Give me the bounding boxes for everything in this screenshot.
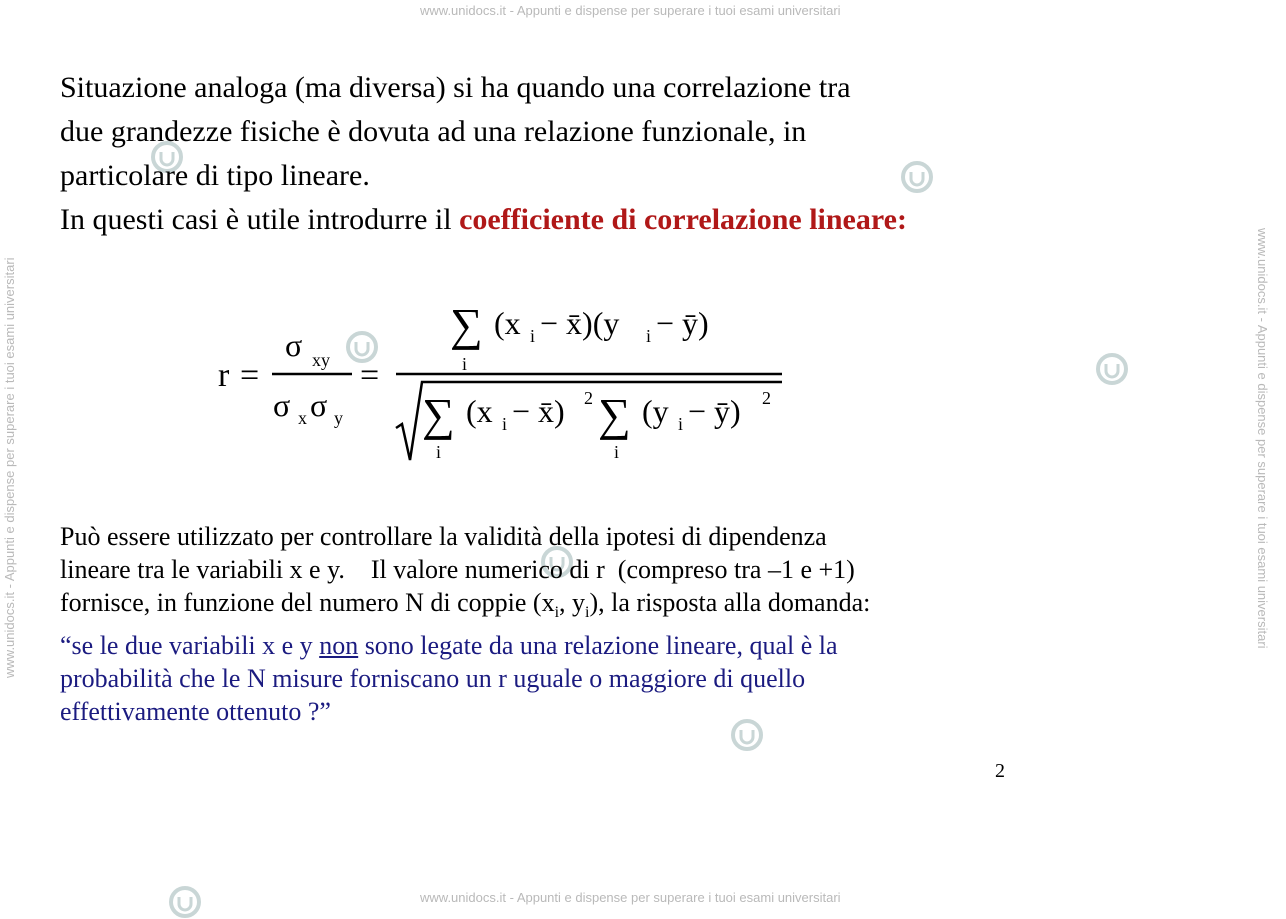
body-sub-i2: i xyxy=(585,604,590,622)
watermark-bottom: www.unidocs.it - Appunti e dispense per superare i tuoi esami universitari xyxy=(420,890,841,905)
denominator-sub-i1: i xyxy=(502,414,508,434)
denominator-index1: i xyxy=(436,442,442,462)
question-quote xyxy=(60,631,838,726)
quote-part-b: sono legate da una relazione lineare, qual è la xyxy=(358,631,838,661)
formula-r: r xyxy=(218,357,230,394)
quote-non: non xyxy=(319,631,359,661)
body-line-1: Può essere utilizzato per controllare la validità della ipotesi di dipendenza xyxy=(60,522,827,551)
body-line-3 xyxy=(60,588,871,622)
unidocs-logo-icon xyxy=(1095,352,1129,386)
denominator-part2-end: − ȳ) xyxy=(688,393,741,429)
watermark-right: www.unidocs.it - Appunti e dispense per superare i tuoi esami universitari xyxy=(1255,228,1270,649)
body-line-2: lineare tra le variabili x e y. Il valore numerico di r (compreso tra –1 e +1) xyxy=(60,555,855,584)
numerator-sub-i1: i xyxy=(530,326,536,346)
denominator-part2: (y xyxy=(642,393,669,429)
numerator-sum-icon: ∑ xyxy=(450,299,483,350)
formula-sigma-xy: σ xyxy=(285,327,303,363)
body-line-3b: , y xyxy=(559,588,586,617)
body-line-3c: ), la risposta alla domanda: xyxy=(589,588,871,617)
formula-equals-2: = xyxy=(360,357,380,394)
quote-part-a: “se le due variabili x e y xyxy=(60,631,320,661)
denominator-sum1-icon: ∑ xyxy=(422,389,455,440)
correlation-coefficient-term: coefficiente di correlazione lineare: xyxy=(459,203,907,236)
body-sub-i1: i xyxy=(554,604,560,622)
quote-line-3: effettivamente ottenuto ?” xyxy=(60,697,331,727)
numerator-mid: − x̄)(y xyxy=(540,305,620,341)
unidocs-logo-icon xyxy=(168,885,202,919)
intro-line-2: due grandezze fisiche è dovuta ad una relazione funzionale, in xyxy=(60,115,807,148)
page-number: 2 xyxy=(995,760,1005,782)
quote-line-2: probabilità che le N misure forniscano un r uguale o maggiore di quello xyxy=(60,664,806,694)
formula-sigma-y: σ xyxy=(310,387,328,423)
formula-equals-1: = xyxy=(240,357,260,394)
denominator-index2: i xyxy=(614,442,620,462)
formula-sub-x: x xyxy=(298,408,307,428)
denominator-sum2-icon: ∑ xyxy=(598,389,631,440)
watermark-top: www.unidocs.it - Appunti e dispense per superare i tuoi esami universitari xyxy=(420,3,841,18)
formula-sub-y: y xyxy=(334,408,343,428)
intro-line-4: In questi casi è utile introdurre il xyxy=(60,203,460,236)
denominator-exp2: 2 xyxy=(762,388,771,408)
denominator-part1-end: − x̄) xyxy=(512,393,565,429)
body-line-3a: fornisce, in funzione del numero N di coppie (x xyxy=(60,588,555,617)
body-paragraph xyxy=(60,520,1060,728)
denominator-sub-i2: i xyxy=(678,414,684,434)
watermark-left: www.unidocs.it - Appunti e dispense per superare i tuoi esami universitari xyxy=(2,257,17,678)
numerator-x: (x xyxy=(494,305,521,341)
intro-line-3: particolare di tipo lineare. xyxy=(60,159,370,192)
intro-line-1: Situazione analoga (ma diversa) si ha quando una correlazione tra xyxy=(60,71,851,104)
formula-sub-xy: xy xyxy=(312,350,330,370)
numerator-index: i xyxy=(462,354,468,374)
denominator-exp1: 2 xyxy=(584,388,593,408)
correlation-formula xyxy=(210,290,810,470)
denominator-part1: (x xyxy=(466,393,493,429)
intro-paragraph xyxy=(60,66,1060,242)
formula-sigma-x: σ xyxy=(273,387,291,423)
numerator-sub-i2: i xyxy=(646,326,652,346)
numerator-end: − ȳ) xyxy=(656,305,709,341)
